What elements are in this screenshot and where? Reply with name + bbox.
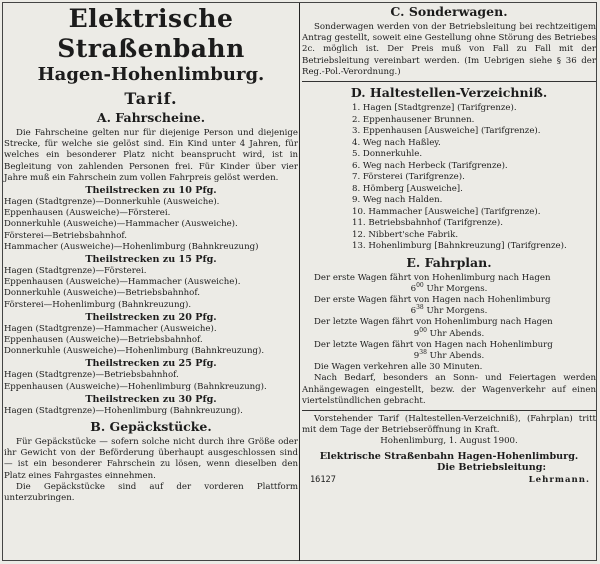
- section-b-text-2: Die Gepäckstücke sind auf der vorderen Plattform unterzubringen.: [4, 481, 298, 504]
- left-column: [4, 0, 298, 504]
- fare-group-30: [4, 394, 298, 417]
- place-date: Hohenlimburg, 1. August 1900.: [380, 436, 518, 447]
- section-c-text: Sonderwagen werden von der Betriebsleitung bei rechtzeitigem Antrag gestellt, soweit eine Gestellung ohne Störung des Betriebes 2c. möglich ist. Der Preis muß von Fall zu Fall mit der Betriebsleitung vereinbart werden. (Im Uebrigen siehe § 36 der Reg.-Pol.-Verordnung.): [302, 22, 596, 77]
- fare-line: Försterei—Betriebsbahnhof.: [4, 230, 127, 241]
- fare-line: Donnerkuhle (Ausweiche)—Hohenlimburg (Bahnkreuzung).: [4, 346, 265, 357]
- stop-item: 5. Donnerkuhle.: [352, 149, 423, 160]
- time-suffix: Uhr Morgens.: [426, 283, 488, 294]
- stop-item: 11. Betriebsbahnhof (Tarifgrenze).: [352, 218, 503, 229]
- time-minute: 38: [416, 304, 424, 312]
- title-line-1: Elektrische Straßenbahn: [57, 4, 245, 63]
- time-minute: 00: [419, 326, 427, 334]
- fare-line: Försterei—Hohenlimburg (Bahnkreuzung).: [4, 299, 192, 310]
- time-hour: 6: [410, 306, 417, 317]
- fare-group-25: [4, 358, 298, 392]
- stop-item: 6. Weg nach Herbeck (Tarifgrenze).: [352, 160, 508, 171]
- time-suffix: Uhr Morgens.: [426, 306, 488, 317]
- fare-group-10: [4, 185, 298, 253]
- fare-line: Donnerkuhle (Ausweiche)—Hammacher (Ausweiche).: [4, 219, 238, 230]
- fare-line: Hagen (Stadtgrenze)—Försterei.: [4, 266, 147, 277]
- time-minute: 00: [416, 281, 424, 289]
- notice-text: Vorstehender Tarif (Haltestellen-Verzeichniß), (Fahrplan) tritt mit dem Tage der Betriebseröffnung in Kraft.: [302, 413, 596, 436]
- reference-number: 16127: [310, 474, 336, 485]
- fare-group-title: Theilstrecken zu 10 Pfg.: [85, 185, 217, 197]
- fare-group-title: Theilstrecken zu 30 Pfg.: [85, 393, 217, 405]
- fare-line: Hagen (Stadtgrenze)—Donnerkuhle (Ausweiche).: [4, 197, 220, 208]
- section-a-text: Die Fahrscheine gelten nur für diejenige Person und diejenige Strecke, für welche sie gelöst sind. Ein Kind unter 4 Jahren, für welches ein besonderer Platz nicht beansprucht wird, ist in Begleitung von zahlenden Personen frei. Für Kinder über vier Jahre muß ein Fahrschein zum vollen Fahrpreis gelöst werden.: [4, 128, 298, 183]
- stop-item: 2. Eppenhausener Brunnen.: [352, 114, 475, 125]
- time-suffix: Uhr Abends.: [429, 350, 485, 361]
- stop-item: 13. Hohenlimburg [Bahnkreuzung] (Tarifgrenze).: [352, 241, 567, 252]
- time-hour: 9: [413, 328, 420, 339]
- schedule-time: [302, 281, 596, 295]
- fare-group-title: Theilstrecken zu 15 Pfg.: [85, 254, 217, 266]
- time-suffix: Uhr Abends.: [429, 328, 485, 339]
- signature-board: Die Betriebsleitung:: [437, 461, 546, 473]
- fare-group-title: Theilstrecken zu 20 Pfg.: [85, 311, 217, 323]
- time-hour: 9: [413, 350, 420, 361]
- tarif-heading: Tarif.: [124, 89, 178, 108]
- stop-list: [302, 103, 596, 253]
- fare-line: Hagen (Stadtgrenze)—Hammacher (Ausweiche).: [4, 323, 217, 334]
- schedule-text: Der letzte Wagen fährt von Hohenlimburg nach Hagen: [314, 317, 553, 328]
- schedule-entry: [302, 340, 596, 362]
- section-d-title: D. Haltestellen-Verzeichniß.: [350, 85, 548, 101]
- divider: [302, 410, 596, 411]
- stop-item: 1. Hagen [Stadtgrenze] (Tarifgrenze).: [352, 103, 517, 114]
- fare-line: Eppenhausen (Ausweiche)—Hammacher (Ausweiche).: [4, 277, 241, 288]
- right-column: [302, 0, 596, 486]
- section-b-title: B. Gepäckstücke.: [90, 419, 212, 435]
- fare-line: Eppenhausen (Ausweiche)—Betriebsbahnhof.: [4, 335, 203, 346]
- fare-line: Eppenhausen (Ausweiche)—Hohenlimburg (Bahnkreuzung).: [4, 381, 267, 392]
- schedule-text: Der erste Wagen fährt von Hohenlimburg nach Hagen: [314, 272, 551, 283]
- signature-name: Lehrmann.: [528, 474, 590, 485]
- fare-line: Hagen (Stadtgrenze)—Hohenlimburg (Bahnkreuzung).: [4, 405, 243, 416]
- column-divider: [299, 3, 300, 561]
- fare-group-15: [4, 254, 298, 311]
- signature-company: Elektrische Straßenbahn Hagen-Hohenlimburg.: [319, 450, 579, 462]
- fare-group-title: Theilstrecken zu 25 Pfg.: [85, 358, 217, 370]
- time-minute: 38: [419, 349, 427, 357]
- schedule-time: [302, 306, 596, 317]
- stop-item: 8. Hömberg [Ausweiche].: [352, 183, 463, 194]
- title-line-2: Hagen-Hohenlimburg.: [37, 64, 265, 85]
- stop-item: 3. Eppenhausen [Ausweiche] (Tarifgrenze).: [352, 126, 541, 137]
- fare-line: Donnerkuhle (Ausweiche)—Betriebsbahnhof.: [4, 288, 200, 299]
- section-a-title: A. Fahrscheine.: [96, 110, 206, 125]
- section-e-title: E. Fahrplan.: [406, 254, 492, 270]
- fare-group-20: [4, 312, 298, 358]
- stop-item: 7. Försterei (Tarifgrenze).: [352, 172, 465, 183]
- stop-item: 10. Hammacher [Ausweiche] (Tarifgrenze).: [352, 206, 541, 217]
- schedule-text: Der erste Wagen fährt von Hagen nach Hohenlimburg: [314, 294, 551, 305]
- fare-line: Hagen (Stadtgrenze)—Betriebsbahnhof.: [4, 370, 179, 381]
- footer-row: [302, 475, 596, 486]
- schedule-entry: [302, 273, 596, 295]
- divider: [302, 81, 596, 82]
- schedule-time: [302, 351, 596, 362]
- stop-item: 4. Weg nach Haßley.: [352, 137, 441, 148]
- section-b-text: Für Gepäckstücke — sofern solche nicht durch ihre Größe oder ihr Gewicht von der Beförderung überhaupt ausgeschlossen sind — ist ein besonderer Fahrschein zu lösen, wenn dieselben den Platz eines Fahrgastes einnehmen.: [4, 437, 298, 481]
- extra-text: Nach Bedarf, besonders an Sonn- und Feiertagen werden Anhängewagen eingestellt, bezw. der Wagenverkehr auf einen viertelstündlichen gebracht.: [302, 373, 596, 406]
- interval-text: Die Wagen verkehren alle 30 Minuten.: [314, 362, 483, 373]
- fare-line: Eppenhausen (Ausweiche)—Försterei.: [4, 208, 171, 219]
- time-hour: 6: [410, 283, 417, 294]
- schedule-text: Der letzte Wagen fährt von Hagen nach Hohenlimburg: [314, 339, 553, 350]
- schedule-entry: [302, 295, 596, 317]
- schedule-time: [302, 326, 596, 340]
- stop-item: 12. Nibbert'sche Fabrik.: [352, 229, 459, 240]
- schedule-entry: [302, 317, 596, 339]
- section-c-title: C. Sonderwagen.: [390, 4, 508, 19]
- fare-line: Hammacher (Ausweiche)—Hohenlimburg (Bahnkreuzung): [4, 241, 259, 252]
- stop-item: 9. Weg nach Halden.: [352, 195, 443, 206]
